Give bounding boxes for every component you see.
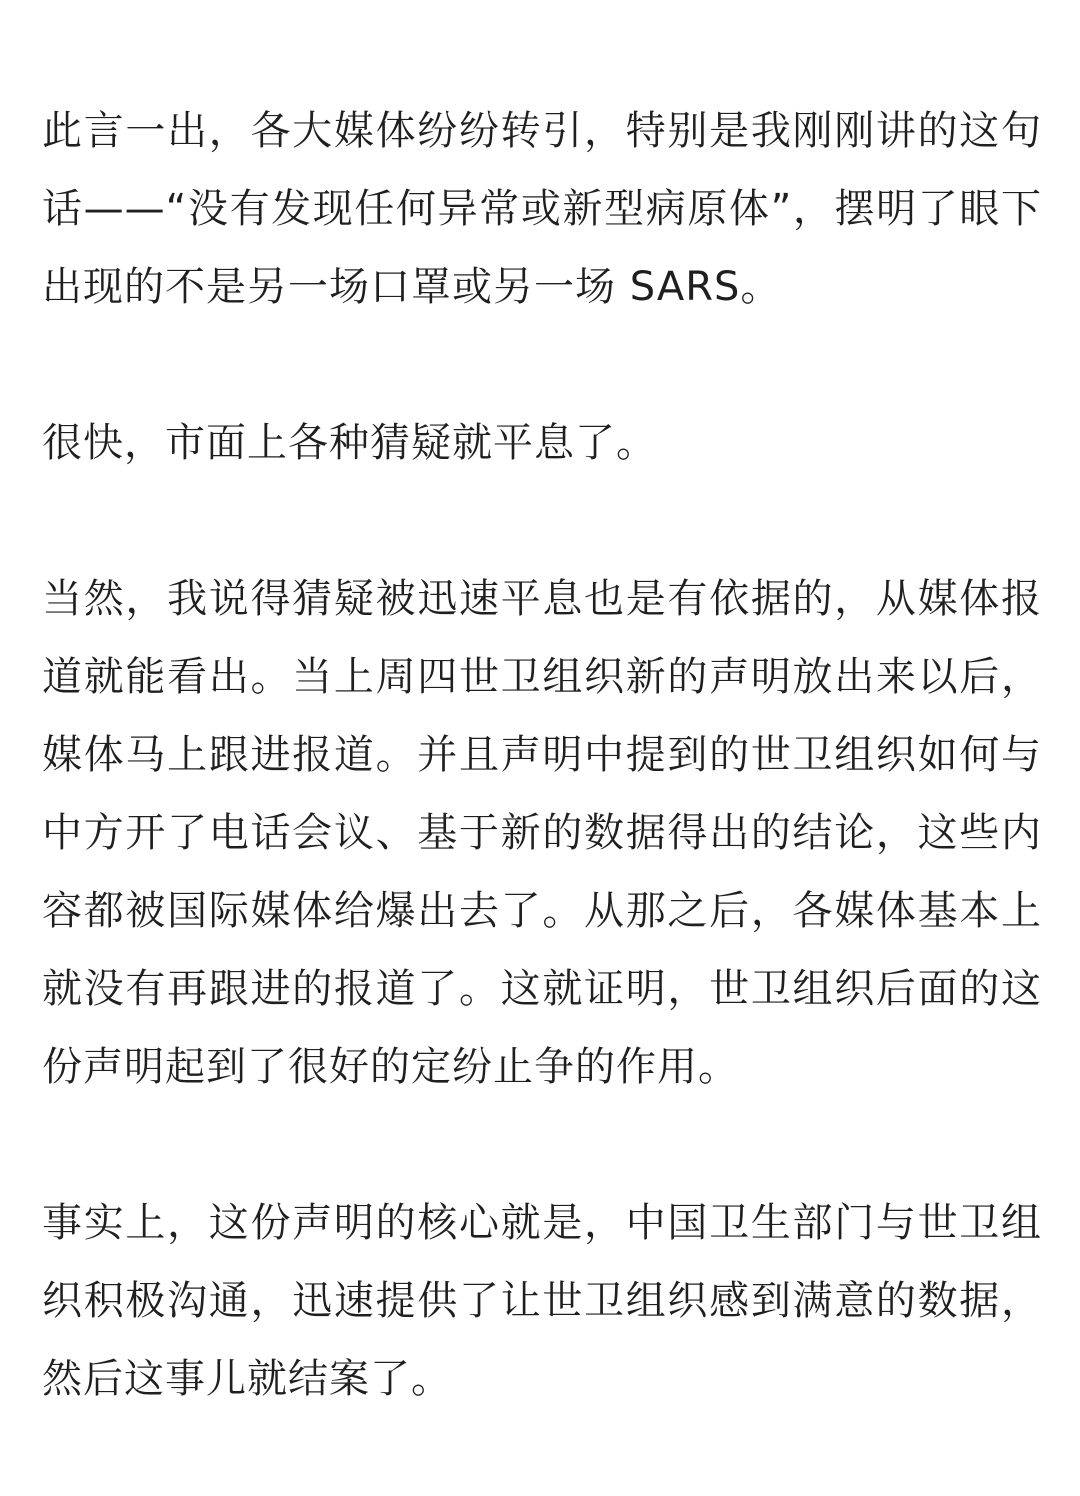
paragraph: 此言一出，各大媒体纷纷转引，特别是我刚刚讲的这句话——“没有发现任何异常或新型病原体”，摆明了眼下出现的不是另一场口罩或另一场 SARS。 bbox=[42, 108, 1042, 310]
paragraph: 当然，我说得猜疑被迅速平息也是有依据的，从媒体报道就能看出。当上周四世卫组织新的声明放出来以后，媒体马上跟进报道。并且声明中提到的世卫组织如何与中方开了电话会议、基于新的数据得出的结论，这些内容都被国际媒体给爆出去了。从那之后，各媒体基本上就没有再跟进的报道了。这就证明，世卫组织后面的这份声明起到了很好的定纷止争的作用。 bbox=[42, 576, 1042, 1090]
article-body bbox=[42, 92, 1042, 1496]
paragraph: 事实上，这份声明的核心就是，中国卫生部门与世卫组织积极沟通，迅速提供了让世卫组织感到满意的数据，然后这事儿就结案了。 bbox=[42, 1200, 1042, 1402]
paragraph: 很快，市面上各种猜疑就平息了。 bbox=[42, 420, 657, 466]
